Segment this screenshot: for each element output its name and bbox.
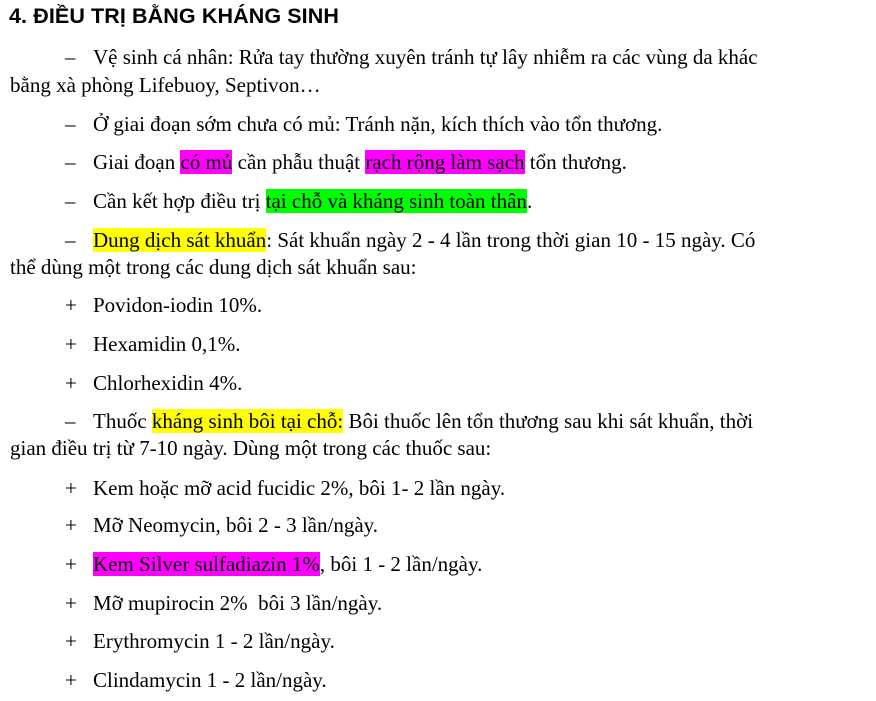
topical-text: Thuốc — [93, 409, 152, 433]
hygiene-text-line2: bằng xà phòng Lifebuoy, Septivon… — [10, 73, 321, 97]
highlight-pus: có mủ — [180, 150, 233, 174]
highlight-local-systemic: tại chỗ và kháng sinh toàn thân — [265, 189, 527, 213]
paragraph-topical-antibiotic — [65, 408, 753, 434]
plus-marker: + — [65, 552, 77, 576]
drug-fucidic: Kem hoặc mỡ acid fucidic 2%, bôi 1- 2 lần ngày. — [93, 476, 506, 500]
dash-marker: – — [65, 150, 76, 174]
list-item — [65, 667, 327, 693]
section-heading: 4. ĐIỀU TRỊ BẰNG KHÁNG SINH — [9, 4, 339, 28]
combined-text: Cần kết hợp điều trị — [93, 189, 266, 213]
plus-marker: + — [65, 332, 77, 356]
highlight-incision: rạch rộng làm sạch — [365, 150, 525, 174]
plus-marker: + — [65, 371, 77, 395]
solution-chlorhexidine: Chlorhexidin 4%. — [93, 371, 243, 395]
list-item — [65, 331, 241, 357]
list-item — [65, 475, 505, 501]
drug-clindamycin: Clindamycin 1 - 2 lần/ngày. — [93, 668, 327, 692]
highlight-topical-antibiotic: kháng sinh bôi tại chỗ: — [151, 409, 344, 433]
pus-stage-text-end: tổn thương. — [524, 150, 627, 174]
paragraph-pus-stage — [65, 149, 627, 175]
list-item — [65, 292, 262, 318]
list-item — [65, 370, 242, 396]
topical-text-line2: gian điều trị từ 7-10 ngày. Dùng một trong các thuốc sau: — [10, 436, 492, 460]
topical-text-end: Bôi thuốc lên tổn thương sau khi sát khuẩn, thời — [343, 409, 754, 433]
combined-text-end: . — [526, 189, 533, 213]
dash-marker: – — [65, 45, 76, 69]
dash-marker: – — [65, 228, 76, 252]
list-item — [65, 590, 382, 616]
drug-mupirocin: Mỡ mupirocin 2% bôi 3 lần/ngày. — [93, 591, 383, 615]
pus-stage-text-mid: cần phẫu thuật — [232, 150, 366, 174]
dash-marker: – — [65, 189, 76, 213]
plus-marker: + — [65, 629, 77, 653]
plus-marker: + — [65, 668, 77, 692]
early-stage-text: Ở giai đoạn sớm chưa có mủ: Tránh nặn, kích thích vào tổn thương. — [93, 112, 663, 136]
paragraph-combined — [65, 188, 532, 214]
pus-stage-text: Giai đoạn — [93, 150, 181, 174]
dash-marker: – — [65, 112, 76, 136]
plus-marker: + — [65, 513, 77, 537]
list-item — [65, 512, 378, 538]
hygiene-text-line1: Vệ sinh cá nhân: Rửa tay thường xuyên tránh tự lây nhiễm ra các vùng da khác — [93, 45, 758, 69]
antiseptic-text: : Sát khuẩn ngày 2 - 4 lần trong thời gian 10 - 15 ngày. Có — [266, 228, 756, 252]
drug-erythromycin: Erythromycin 1 - 2 lần/ngày. — [93, 629, 335, 653]
solution-hexamidine: Hexamidin 0,1%. — [93, 332, 241, 356]
drug-silver-dose: , bôi 1 - 2 lần/ngày. — [319, 552, 483, 576]
list-item — [65, 551, 482, 577]
dash-marker: – — [65, 409, 76, 433]
plus-marker: + — [65, 591, 77, 615]
paragraph-antiseptic — [65, 227, 755, 253]
highlight-silver-sulfadiazine: Kem Silver sulfadiazin 1% — [93, 552, 320, 576]
paragraph-hygiene — [65, 44, 758, 70]
highlight-antiseptic: Dung dịch sát khuẩn — [93, 228, 267, 252]
plus-marker: + — [65, 293, 77, 317]
antiseptic-text-line2: thể dùng một trong các dung dịch sát khuẩn sau: — [10, 255, 417, 279]
solution-povidone: Povidon-iodin 10%. — [93, 293, 263, 317]
list-item — [65, 628, 335, 654]
paragraph-early-stage — [65, 111, 662, 137]
plus-marker: + — [65, 476, 77, 500]
drug-neomycin: Mỡ Neomycin, bôi 2 - 3 lần/ngày. — [93, 513, 379, 537]
